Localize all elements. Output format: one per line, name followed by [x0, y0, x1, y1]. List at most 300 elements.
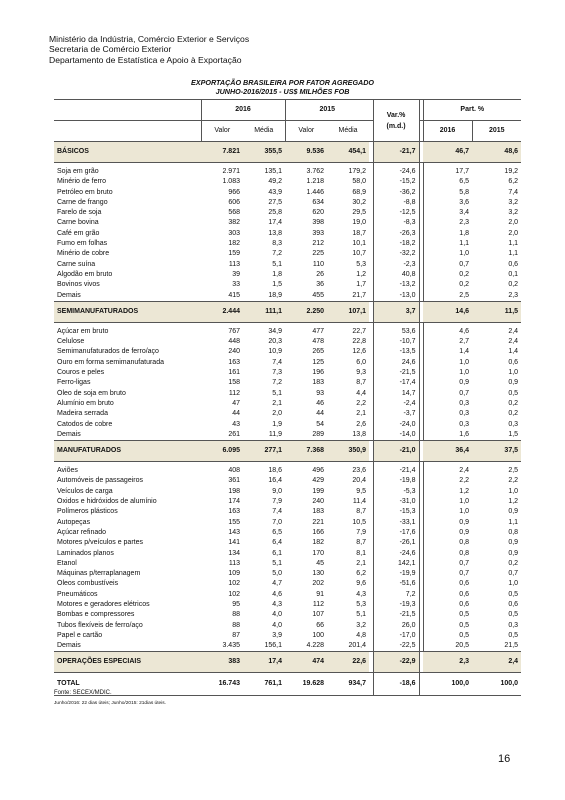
product-part-2016: 0,6: [423, 590, 472, 600]
product-value: 6,4: [272, 539, 283, 547]
product-name: Soja em grão: [57, 168, 99, 175]
product-value: 393: [312, 229, 325, 237]
product-var: -36,2: [373, 188, 419, 198]
product-value: 18,6: [268, 467, 283, 475]
table-row: [54, 239, 521, 249]
product-value: 4,3: [356, 590, 367, 598]
product-value: 265: [312, 348, 325, 356]
table-row: [54, 337, 521, 347]
product-value: 5,1: [272, 559, 283, 567]
product-value: 19,0: [352, 219, 367, 227]
product-value: 1,9: [272, 420, 283, 428]
section-value: 7.821: [201, 142, 243, 163]
product-value: 225: [312, 250, 325, 258]
col-part-2015: 2015: [472, 121, 521, 142]
product-value: 8,7: [356, 539, 367, 547]
product-var: -17,0: [373, 631, 419, 641]
product-value: 4,7: [272, 580, 283, 588]
product-value: 2,1: [272, 399, 283, 407]
product-value: 141: [228, 539, 240, 547]
product-value: 5,3: [356, 600, 367, 608]
product-part-2016: 0,2: [423, 280, 472, 290]
product-part-2015: 1,4: [508, 348, 519, 356]
section-value: 7.368: [285, 441, 327, 462]
product-part-2015: 0,3: [508, 621, 519, 629]
product-value: 155: [228, 518, 240, 526]
product-value: 18,7: [352, 229, 367, 237]
footnote-note: Junho/2016: 22 dias úteis; Junho/2015: 21dias úteis.: [54, 701, 167, 706]
product-value: 4,0: [272, 611, 283, 619]
product-name: Demais: [54, 641, 201, 652]
product-part-2015: 0,5: [508, 631, 519, 639]
header-ministry: Ministério da Indústria, Comércio Exterior e Serviços: [49, 34, 250, 44]
section-value: 2.250: [285, 301, 327, 322]
product-name: Papel e cartão: [57, 631, 103, 639]
product-part-2016: 0,9: [423, 378, 472, 388]
product-part-2016: 20,5: [423, 641, 472, 652]
section-var: -21,0: [373, 441, 419, 462]
page-number: 16: [498, 753, 511, 765]
product-value: 100: [312, 631, 325, 639]
product-name: Alumínio em bruto: [57, 399, 114, 407]
product-part-2016: 1,8: [423, 229, 472, 239]
product-part-2016: 0,5: [423, 631, 472, 641]
product-value: 620: [312, 209, 325, 217]
product-value: 68,9: [352, 188, 367, 196]
product-var: -10,7: [373, 337, 419, 347]
product-value: 12,6: [352, 348, 367, 356]
product-var: -33,1: [373, 518, 419, 528]
product-part-2016: 1,1: [423, 239, 472, 249]
product-value: 4,4: [356, 389, 367, 397]
product-var: -19,9: [373, 569, 419, 579]
product-var: -24,0: [373, 420, 419, 430]
table-row: [54, 368, 521, 378]
table-row: [54, 430, 521, 441]
product-value: 7,2: [272, 250, 283, 258]
product-part-2016: 0,7: [423, 389, 472, 399]
product-value: 113: [228, 260, 240, 268]
product-value: 2,1: [356, 410, 367, 418]
product-part-2016: 0,2: [423, 270, 472, 280]
product-part-2015: 0,2: [508, 399, 519, 407]
product-value: 8,1: [356, 549, 367, 557]
col-part-2016: 2016: [423, 121, 472, 142]
product-part-2015: 0,1: [508, 270, 519, 278]
product-value: 26: [316, 270, 325, 278]
product-name: Polímeros plásticos: [57, 508, 118, 516]
page-header: [49, 34, 249, 65]
product-part-2016: 0,8: [423, 549, 472, 559]
product-value: 10,5: [352, 518, 367, 526]
product-value: 240: [228, 348, 240, 356]
product-part-2015: 3,2: [508, 209, 519, 217]
product-value: 163: [228, 358, 240, 366]
table-row: [54, 188, 521, 198]
product-value: 21,7: [327, 291, 369, 302]
product-value: 8,7: [356, 379, 367, 387]
product-part-2015: 2,3: [472, 291, 521, 302]
product-name: Tubos flexíveis de ferro/aço: [57, 621, 143, 629]
product-value: 43: [232, 420, 240, 428]
product-value: 7,0: [272, 518, 283, 526]
product-var: -12,5: [373, 208, 419, 218]
product-var: 142,1: [373, 559, 419, 569]
product-name: Pneumáticos: [57, 590, 98, 598]
product-value: 58,0: [352, 178, 367, 186]
product-value: 3.435: [201, 641, 243, 652]
product-value: 10,1: [352, 240, 367, 248]
product-value: 46: [316, 399, 325, 407]
product-value: 44: [232, 410, 240, 418]
product-part-2016: 0,7: [423, 260, 472, 270]
section-name: MANUFATURADOS: [54, 441, 201, 462]
product-part-2016: 1,6: [423, 430, 472, 441]
product-part-2015: 0,5: [508, 389, 519, 397]
section-part: 100,0: [423, 673, 472, 696]
product-value: 1,2: [356, 270, 367, 278]
product-value: 2,1: [356, 559, 367, 567]
product-value: 199: [312, 487, 325, 495]
product-value: 156,1: [243, 641, 285, 652]
product-value: 477: [312, 327, 325, 335]
product-value: 9,0: [272, 487, 283, 495]
section-value: 17,4: [243, 652, 285, 673]
product-value: 5,1: [356, 611, 367, 619]
product-value: 49,2: [268, 178, 283, 186]
product-value: 196: [312, 369, 325, 377]
product-part-2016: 0,3: [423, 409, 472, 419]
product-value: 7,2: [272, 379, 283, 387]
product-value: 47: [232, 399, 240, 407]
product-part-2016: 2,3: [423, 218, 472, 228]
product-value: 88: [232, 621, 240, 629]
product-value: 7,4: [272, 508, 283, 516]
product-part-2016: 0,8: [423, 538, 472, 548]
product-value: 3,2: [356, 621, 367, 629]
product-var: -24,6: [373, 163, 419, 178]
product-part-2015: 1,0: [508, 580, 519, 588]
table-row: [54, 322, 521, 337]
product-value: 23,6: [352, 467, 367, 475]
product-var: -17,4: [373, 378, 419, 388]
product-var: -21,5: [373, 610, 419, 620]
product-value: 88: [232, 611, 240, 619]
table-subtitle: JUNHO-2016/2015 - US$ MILHÕES FOB: [215, 87, 350, 96]
product-part-2015: 1,1: [508, 240, 519, 248]
product-part-2015: 2,0: [508, 219, 519, 227]
section-name: OPERAÇÕES ESPECIAIS: [54, 652, 201, 673]
product-value: 8,3: [272, 240, 283, 248]
product-part-2016: 0,3: [423, 420, 472, 430]
product-value: 20,4: [352, 477, 367, 485]
product-var: 24,6: [373, 358, 419, 368]
product-var: -15,3: [373, 507, 419, 517]
product-value: 182: [312, 539, 325, 547]
product-value: 102: [228, 580, 240, 588]
product-part-2016: 0,6: [423, 579, 472, 589]
product-value: 7,4: [272, 358, 283, 366]
product-var: -5,3: [373, 487, 419, 497]
product-value: 303: [228, 229, 240, 237]
product-part-2016: 1,0: [423, 249, 472, 259]
table-row: [54, 487, 521, 497]
product-name: Motores p/veículos e partes: [57, 539, 143, 547]
col-valor-2016: Valor: [201, 121, 243, 142]
product-value: 606: [228, 198, 240, 206]
product-value: 95: [232, 600, 240, 608]
table-title: EXPORTAÇÃO BRASILEIRA POR FATOR AGREGADO: [190, 78, 375, 87]
product-name: Autopeças: [57, 518, 91, 526]
product-name: Bovinos vivos: [57, 281, 100, 289]
product-part-2016: 0,5: [423, 610, 472, 620]
table-row: [54, 559, 521, 569]
product-var: -21,5: [373, 368, 419, 378]
section-name: TOTAL: [54, 673, 201, 696]
product-value: 161: [228, 369, 240, 377]
section-row: [54, 441, 521, 462]
table-row: [54, 163, 521, 178]
product-name: Farelo de soja: [57, 209, 102, 217]
product-name: Óxidos e hidróxidos de alumínio: [57, 498, 157, 506]
product-part-2016: 5,8: [423, 188, 472, 198]
product-var: 53,6: [373, 322, 419, 337]
product-value: 102: [228, 590, 240, 598]
product-value: 22,8: [352, 338, 367, 346]
product-part-2016: 2,2: [423, 476, 472, 486]
product-name: Semimanufaturados de ferro/aço: [57, 348, 159, 356]
section-value: 383: [201, 652, 243, 673]
product-value: 2.971: [222, 168, 240, 175]
footnote-source: Fonte: SECEX/MDIC.: [54, 690, 112, 696]
product-value: 568: [228, 209, 240, 217]
product-var: -19,8: [373, 476, 419, 486]
section-var: 3,7: [373, 301, 419, 322]
product-name: Etanol: [57, 559, 77, 567]
product-part-2015: 0,2: [508, 559, 519, 567]
product-part-2015: 0,2: [508, 410, 519, 418]
product-value: 143: [228, 528, 240, 536]
product-value: 87: [232, 631, 240, 639]
product-part-2015: 0,8: [508, 528, 519, 536]
product-value: 3,9: [272, 631, 283, 639]
table-row: [54, 229, 521, 239]
product-var: -26,3: [373, 229, 419, 239]
table-row: [54, 610, 521, 620]
section-name: BÁSICOS: [54, 142, 201, 163]
col-var: [373, 100, 419, 142]
table-row: [54, 358, 521, 368]
header-department: Departamento de Estatística e Apoio à Exportação: [49, 54, 242, 65]
product-value: 198: [228, 487, 240, 495]
table-row: [54, 409, 521, 419]
product-value: 9,3: [356, 369, 367, 377]
product-part-2016: 0,5: [423, 621, 472, 631]
product-part-2015: 0,7: [508, 570, 519, 578]
product-part-2015: 0,6: [508, 600, 519, 608]
header-blank: [54, 100, 201, 121]
col-2016: 2016: [201, 100, 285, 121]
product-name: Veículos de carga: [57, 487, 113, 495]
product-var: -22,5: [373, 641, 419, 652]
product-value: 221: [312, 518, 325, 526]
product-value: 45: [316, 559, 325, 567]
table-row: [54, 198, 521, 208]
product-name: Açúcar refinado: [57, 528, 107, 536]
header-secretariat: Secretaria de Comércio Exterior: [49, 44, 172, 55]
product-part-2015: 21,5: [472, 641, 521, 652]
product-part-2015: 7,4: [508, 188, 519, 196]
product-value: 8,7: [356, 508, 367, 516]
product-value: 361: [228, 477, 240, 485]
product-value: 429: [312, 477, 325, 485]
product-var: -2,3: [373, 260, 419, 270]
product-value: 27,5: [268, 198, 283, 206]
table-row: [54, 378, 521, 388]
product-value: 415: [201, 291, 243, 302]
product-var: 26,0: [373, 621, 419, 631]
product-value: 54: [316, 420, 325, 428]
table-row: [54, 270, 521, 280]
product-value: 112: [228, 389, 240, 397]
product-value: 4,0: [272, 621, 283, 629]
product-var: -3,7: [373, 409, 419, 419]
product-var: -13,5: [373, 347, 419, 357]
section-part: 46,7: [423, 142, 472, 163]
table-row: [54, 280, 521, 290]
product-value: 18,9: [243, 291, 285, 302]
product-part-2015: 19,2: [504, 168, 519, 175]
table-row: [54, 641, 521, 652]
product-value: 107: [312, 611, 325, 619]
table-row: [54, 621, 521, 631]
product-var: -2,4: [373, 399, 419, 409]
product-part-2016: 0,9: [423, 518, 472, 528]
product-part-2016: 3,6: [423, 198, 472, 208]
product-value: 240: [312, 498, 325, 506]
product-part-2015: 6,2: [508, 178, 519, 186]
product-name: Celulose: [57, 338, 85, 346]
product-part-2016: 1,2: [423, 487, 472, 497]
product-value: 179,2: [348, 168, 367, 175]
product-value: 212: [312, 240, 325, 248]
product-name: Motores e geradores elétricos: [57, 600, 150, 608]
product-value: 13,8: [268, 229, 283, 237]
section-value: 934,7: [327, 673, 369, 696]
product-name: Bombas e compressores: [57, 611, 135, 619]
product-value: 16,4: [268, 477, 283, 485]
product-part-2016: 1,0: [423, 507, 472, 517]
product-part-2016: 0,7: [423, 559, 472, 569]
product-name: Madeira serrada: [57, 410, 108, 418]
table-row: [54, 528, 521, 538]
product-var: -8,3: [373, 218, 419, 228]
product-var: -18,2: [373, 239, 419, 249]
product-name: Petróleo em bruto: [57, 188, 113, 196]
section-part: 2,3: [423, 652, 472, 673]
product-part-2016: 0,6: [423, 600, 472, 610]
table-row: [54, 518, 521, 528]
product-part-2015: 2,5: [508, 467, 519, 475]
product-value: 6,5: [272, 528, 283, 536]
product-var: -31,0: [373, 497, 419, 507]
product-value: 39: [232, 270, 240, 278]
product-value: 30,2: [352, 198, 367, 206]
product-part-2016: 4,6: [423, 322, 472, 337]
product-value: 113: [228, 559, 240, 567]
product-value: 166: [312, 528, 325, 536]
product-part-2015: 2,0: [508, 229, 519, 237]
product-value: 382: [228, 219, 240, 227]
product-value: 183: [312, 508, 325, 516]
product-name: Carne de frango: [57, 198, 108, 206]
product-part-2015: 3,2: [508, 198, 519, 206]
product-name: Ferro-ligas: [57, 379, 91, 387]
section-row: [54, 301, 521, 322]
product-part-2015: 1,1: [508, 250, 519, 258]
product-var: 7,2: [373, 590, 419, 600]
product-value: 5,1: [272, 260, 283, 268]
product-name: Automóveis de passageiros: [57, 477, 143, 485]
col-var-label: Var.%: [386, 111, 406, 119]
section-part: 36,4: [423, 441, 472, 462]
section-value: 6.095: [201, 441, 243, 462]
product-value: 93: [316, 389, 325, 397]
product-name: Café em grão: [57, 229, 100, 237]
product-name: Minério de ferro: [57, 178, 107, 186]
especiais-row: [54, 652, 521, 673]
product-value: 7,9: [356, 528, 367, 536]
table-row: [54, 497, 521, 507]
col-2015: 2015: [285, 100, 369, 121]
col-media-2015: Média: [327, 121, 369, 142]
product-value: 455: [285, 291, 327, 302]
product-part-2015: 1,2: [508, 498, 519, 506]
section-value: 355,5: [243, 142, 285, 163]
product-part-2015: 1,0: [508, 369, 519, 377]
section-part: 2,4: [472, 652, 521, 673]
product-value: 201,4: [327, 641, 369, 652]
product-part-2016: 2,5: [423, 291, 472, 302]
section-value: 2.444: [201, 301, 243, 322]
product-var: -13,2: [373, 280, 419, 290]
product-value: 6,2: [356, 570, 367, 578]
product-value: 163: [228, 508, 240, 516]
product-var: -24,6: [373, 549, 419, 559]
product-value: 29,5: [352, 209, 367, 217]
product-value: 4.228: [285, 641, 327, 652]
product-var: 14,7: [373, 389, 419, 399]
product-part-2015: 0,2: [508, 281, 519, 289]
product-value: 5,3: [356, 260, 367, 268]
product-value: 112: [312, 600, 325, 608]
product-value: 44: [316, 410, 325, 418]
product-value: 36: [316, 281, 325, 289]
product-value: 496: [312, 467, 325, 475]
product-name: Demais: [54, 430, 201, 441]
product-value: 448: [228, 338, 240, 346]
col-media-2016: Média: [243, 121, 285, 142]
section-var: -18,6: [373, 673, 419, 696]
product-var: -51,6: [373, 579, 419, 589]
product-value: 125: [312, 358, 325, 366]
product-part-2015: 0,5: [508, 590, 519, 598]
table-row: [54, 590, 521, 600]
product-value: 22,7: [352, 327, 367, 335]
product-value: 170: [312, 549, 325, 557]
product-var: -17,6: [373, 528, 419, 538]
product-value: 6,0: [356, 358, 367, 366]
